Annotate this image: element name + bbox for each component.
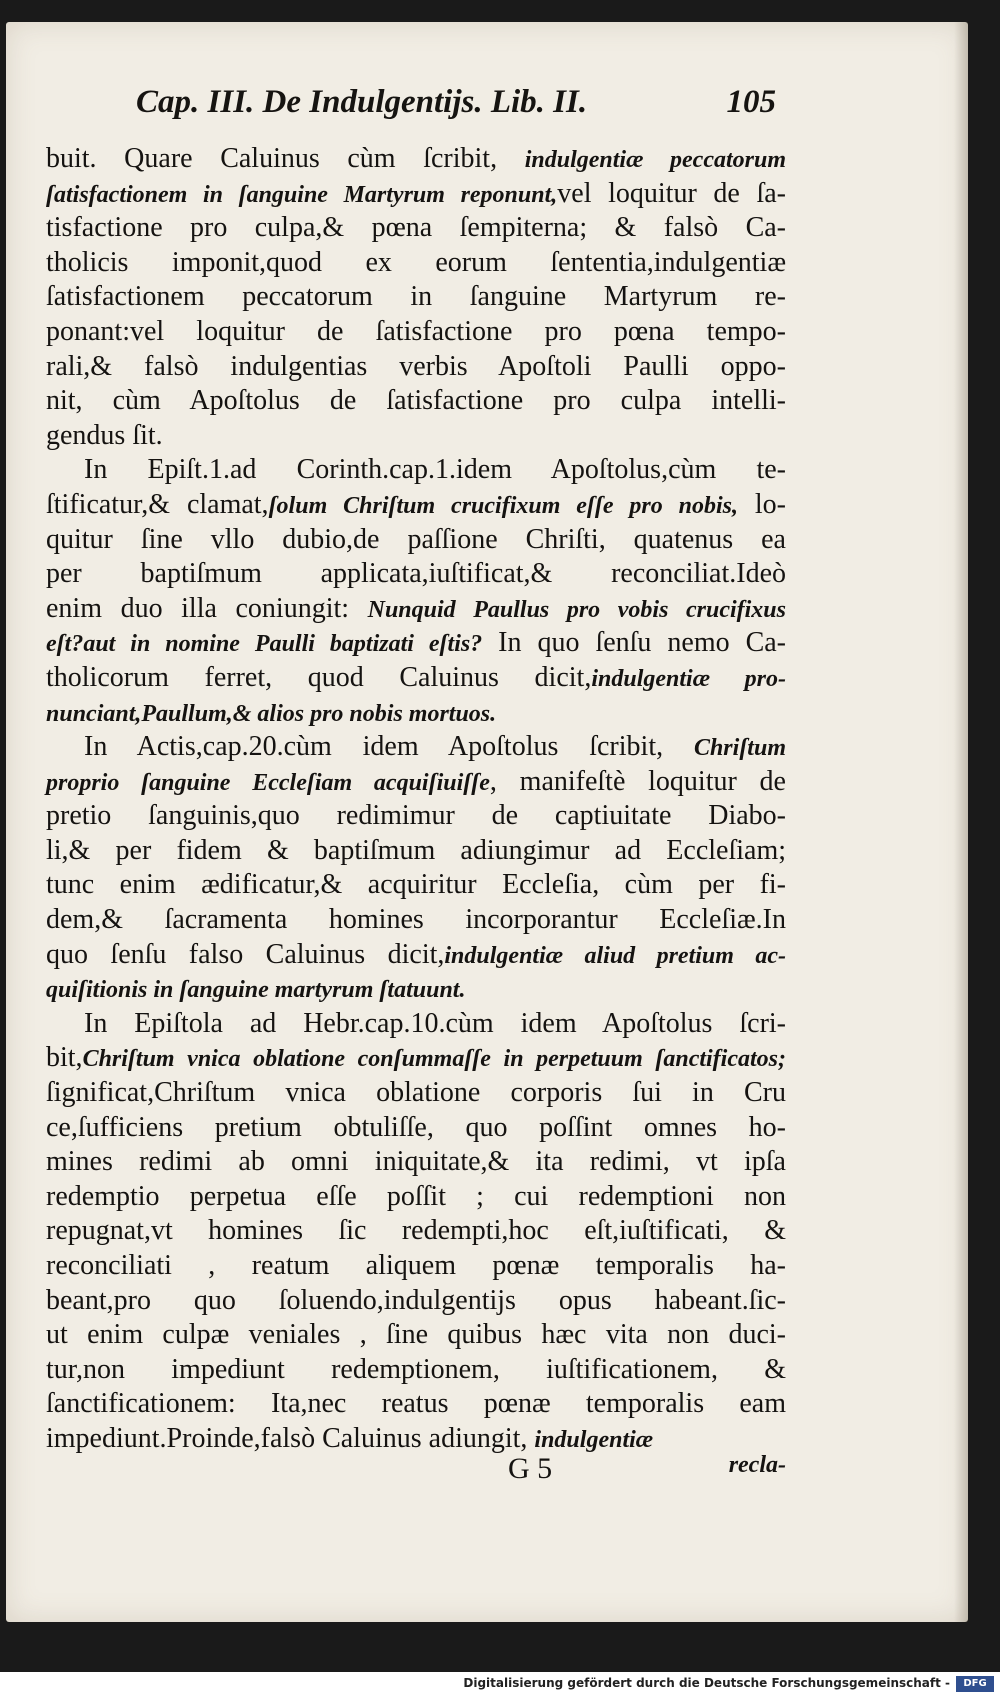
text-line [46,523,786,558]
text-run: In Epiſtola ad Hebr.cap.10.cùm idem Apoſtolus ſcri- [84,1007,786,1039]
text-run: ponant:vel loquitur de ſatisfactione pro pœna tempo- [46,315,786,347]
page-foot [46,1452,786,1492]
text-run: ut enim culpæ veniales , ſine quibus hæc vita non duci- [46,1319,786,1351]
text-line [46,246,786,281]
dfg-logo: DFG [956,1676,994,1692]
text-line [46,696,786,731]
text-line [46,211,786,246]
text-run: tur,non impediunt redemptionem, iuſtificationem, & [46,1353,786,1385]
text-line [46,557,786,592]
text-run: bit, [46,1042,83,1074]
text-line [46,453,786,488]
text-line [46,1076,786,1111]
text-line [46,765,786,800]
book-page [6,22,968,1622]
text-run: tisfactione pro culpa,& pœna ſempiterna; & falsò Ca- [46,212,786,244]
text-line [46,350,786,385]
text-line [46,177,786,212]
text-run: ſatisfactionem peccatorum in ſanguine Martyrum re- [46,281,786,313]
text-line [46,1387,786,1422]
text-run: repugnat,vt homines ſic redempti,hoc eſt,iuſtificati, & [46,1215,786,1247]
text-line [46,972,786,1007]
text-line [46,592,786,627]
text-line [46,868,786,903]
text-line [46,938,786,973]
text-line [46,419,786,454]
text-line [46,1318,786,1353]
text-line [46,488,786,523]
text-line [46,661,786,696]
text-run: vel loquitur de ſa- [557,177,787,209]
italic-quotation: eſt?aut in nomine Paulli baptizati eſtis? [46,631,483,658]
text-run: reconciliati , reatum aliquem pœnæ temporalis ha- [46,1250,786,1281]
text-line [46,1214,786,1249]
text-run: lo- [738,488,786,520]
text-run: tholicorum ferret, quod Caluinus dicit, [46,661,592,693]
text-run: tunc enim ædificatur,& acquiritur Eccleſia, cùm per fi- [46,869,786,901]
text-line [46,1145,786,1180]
text-line [46,1284,786,1319]
text-run: nit, cùm Apoſtolus de ſatisfactione pro culpa intelli- [46,385,786,417]
text-line [46,730,786,765]
text-run: ſignificat,Chriſtum vnica oblatione corporis ſui in Cru [46,1077,786,1109]
text-run: In quo ſenſu nemo Ca- [482,627,787,659]
text-line [46,626,786,661]
page-header [136,82,776,132]
text-line [46,1180,786,1215]
text-line [46,1041,786,1076]
text-run: quo ſenſu falso Caluinus dicit, [46,938,445,970]
text-line [46,834,786,869]
text-run: beant,pro quo ſoluendo,indulgentijs opus habeant.ſic- [46,1284,786,1316]
italic-quotation: Chriſtum [693,735,786,762]
text-line [46,903,786,938]
text-run: In Actis,cap.20.cùm idem Apoſtolus ſcribit, [84,731,694,763]
text-line [46,799,786,834]
running-title: Cap. III. De Indulgentijs. Lib. II. [136,84,588,120]
italic-quotation: quiſitionis in ſanguine martyrum ſtatuunt. [46,977,466,1004]
text-run: per baptiſmum applicata,iuſtificat,& reconciliat.Ideò [46,558,786,590]
text-run: gendus ſit. [46,419,163,451]
folio-number: 105 [726,84,776,120]
italic-quotation: indulgentiæ [534,1426,654,1453]
text-line [46,384,786,419]
text-run: tholicis imponit,quod ex eorum ſententia,indulgentiæ [46,246,786,278]
italic-quotation: indulgentiæ pro- [591,665,786,692]
signature-mark: G 5 [508,1452,553,1485]
text-line [46,1353,786,1388]
text-run: pretio ſanguinis,quo redimimur de captiuitate Diabo- [46,800,786,832]
text-run: li,& per fidem & baptiſmum adiungimur ad Eccleſiam; [46,834,786,866]
text-line [46,1007,786,1042]
text-run: rali,& falsò indulgentias verbis Apoſtoli Paulli oppo- [46,350,786,382]
catchword: recla- [728,1452,786,1478]
italic-quotation: ſatisfactionem in ſanguine Martyrum reponunt, [46,181,558,208]
text-line [46,142,786,177]
italic-quotation: indulgentiæ aliud pretium ac- [444,942,786,969]
text-run: ce,ſufficiens pretium obtuliſſe, quo poſſint omnes ho- [46,1111,786,1143]
funding-credit: Digitalisierung gefördert durch die Deutsche Forschungsgemeinschaft - [463,1676,950,1690]
text-run: In Epiſt.1.ad Corinth.cap.1.idem Apoſtolus,cùm te- [84,454,786,486]
text-run: ſtificatur,& clamat, [46,488,269,520]
text-run: ſanctificationem: Ita,nec reatus pœnæ temporalis eam [46,1388,786,1420]
text-run: quitur ſine vllo dubio,de paſſione Chriſti, quatenus ea [46,523,786,555]
italic-quotation: proprio ſanguine Eccleſiam acquiſiuiſſe [46,769,490,796]
italic-quotation: ſolum Chriſtum crucifixum eſſe pro nobis, [268,492,738,519]
page-edge-shadow [954,22,968,1622]
digitization-footer [0,1672,1000,1697]
text-run: dem,& ſacramenta homines incorporantur Eccleſiæ.In [46,904,786,936]
italic-quotation: nunciant,Paullum,& alios pro nobis mortuos. [46,700,497,727]
text-line [46,280,786,315]
text-run: mines redimi ab omni iniquitate,& ita redimi, vt ipſa [46,1146,786,1178]
text-line [46,1249,786,1284]
italic-quotation: indulgentiæ peccatorum [524,147,787,173]
italic-quotation: Nunquid Paullus pro vobis crucifixus [367,596,786,623]
text-run: impediunt.Proinde,falsò Caluinus adiungit, [46,1422,535,1454]
text-run: redemptio perpetua eſſe poſſit ; cui redemptioni non [46,1180,786,1212]
text-line [46,1111,786,1146]
text-line [46,315,786,350]
text-run: , manifeſtè loquitur de [489,765,786,797]
text-run: buit. Quare Caluinus cùm ſcribit, [46,143,525,174]
italic-quotation: Chriſtum vnica oblatione conſummaſſe in perpetuum ſanctificatos; [82,1046,786,1073]
text-run: enim duo illa coniungit: [46,592,368,624]
body-text [46,142,786,1457]
